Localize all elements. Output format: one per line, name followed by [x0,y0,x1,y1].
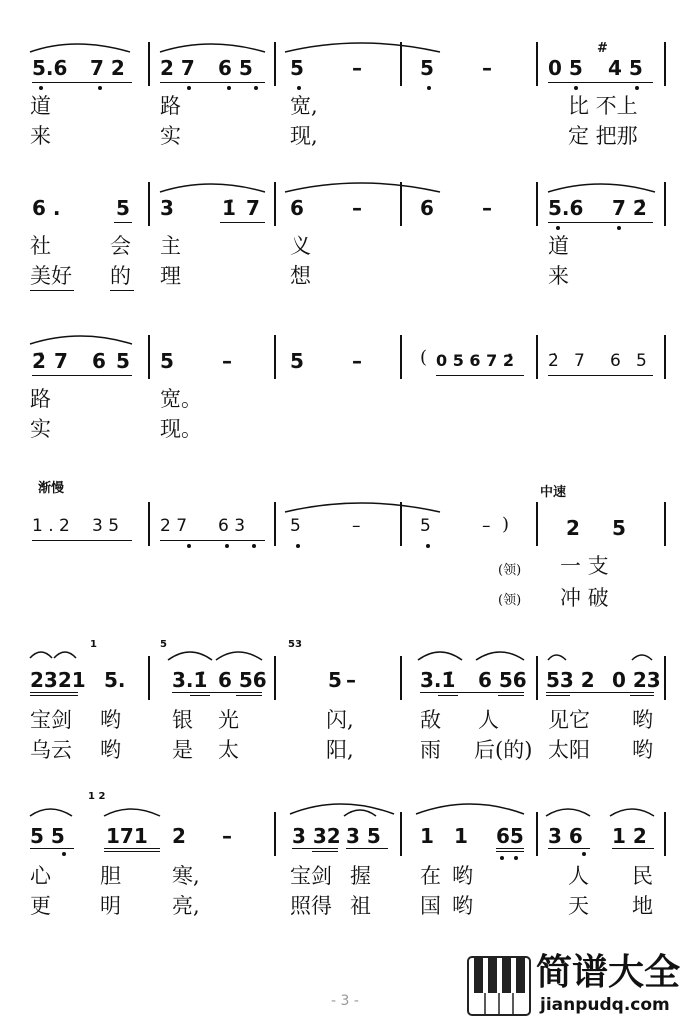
underline [172,692,262,693]
underline [436,375,524,376]
lyric: 胆 [100,864,121,888]
underline [346,848,388,849]
logo-title: 简谱大全 [536,952,681,993]
barline [274,502,276,546]
dash: – [482,56,492,80]
lyric: 宽。 [160,387,202,411]
underline [32,540,132,541]
lyric: 银 [172,708,193,732]
low-octave-dot [635,86,639,90]
logo-url: jianpudq.com [540,995,670,1015]
note: 5 [290,349,304,373]
barline [536,502,538,546]
low-octave-dot [187,544,191,548]
barline [148,656,150,700]
barline [536,656,538,700]
dash: – [352,349,362,373]
lyric: 敌 [420,708,441,732]
barline [400,656,402,700]
barline [536,42,538,86]
low-octave-dot [574,86,578,90]
underline [30,692,78,693]
sharp-sign: # [597,41,608,56]
note: 5 [328,668,342,692]
note: 6 5 [218,56,253,80]
note: 6 [290,196,304,220]
low-octave-dot [39,86,43,90]
barline [274,335,276,379]
lyric: 亮, [172,894,200,918]
low-octave-dot [187,86,191,90]
lyric: 哟 [632,708,653,732]
note: 2̇ [32,349,46,373]
note: 65 [496,824,524,848]
lyric: 定 把那 [568,124,638,148]
lyric: 照得 [290,894,332,918]
note: 7 [246,196,260,220]
lyric: 宽, [290,94,318,118]
barline [274,42,276,86]
low-octave-dot [427,86,431,90]
barline [400,42,402,86]
barline [536,182,538,226]
underline [548,848,590,849]
note: 3.1̇ [420,668,456,692]
underline [32,82,132,83]
underline [160,540,265,541]
barline [274,182,276,226]
underline [546,695,570,696]
piano-keys-icon [466,953,534,1019]
note: 2̇ [548,351,559,371]
lyric: 见它 [548,708,590,732]
low-octave-dot [297,86,301,90]
dash: – [482,516,491,536]
lyric: 比 不上 [568,94,638,118]
note: 3 [160,196,174,220]
lyric: 天 [568,894,589,918]
underline [32,375,132,376]
note: 6 3 [218,516,246,536]
site-logo [466,953,688,1019]
lyric: 道 [30,94,51,118]
low-octave-dot [227,86,231,90]
lyric: 实 [30,417,51,441]
note: 5 [420,56,434,80]
note: 0 5 6 7 2̇ [436,351,514,370]
note: 2 [566,516,580,540]
lyric: 太 [218,738,239,762]
lyric: 更 [30,894,51,918]
lyric: 实 [160,124,181,148]
lyric: 哟 [100,708,121,732]
barline [664,335,666,379]
low-octave-dot [296,544,300,548]
note: 1 . 2 [32,516,70,536]
note: 7 [54,349,68,373]
lyric: 乌云 [30,738,72,762]
underline [420,692,524,693]
note: 3.1̇ [172,668,208,692]
barline [664,182,666,226]
note: 5 [116,196,130,220]
note: 5 5 [30,824,65,848]
barline [148,182,150,226]
note: 1 2 [612,824,647,848]
underline [312,851,338,852]
lyric-role-marker: (领) [498,563,522,578]
lyric: 美好 [30,264,72,288]
note: 5 [636,351,647,371]
lyric: 社 [30,234,51,258]
tempo-marking: 中速 [540,485,567,500]
low-octave-dot [500,856,504,860]
note: 2 7 [160,56,195,80]
note: 1̇ [222,196,236,220]
underline [190,695,210,696]
tempo-marking: 渐慢 [38,481,65,496]
grace-note: 1 [90,639,97,650]
note: 2 7 [160,516,188,536]
page-number: - 3 - [331,993,359,1009]
note: 2 [172,824,186,848]
note: 5. [104,668,126,692]
lyric: 太阳 [548,738,590,762]
lyric: 一 支 [560,554,609,578]
barline [400,812,402,856]
note: 5 [290,56,304,80]
note: 2321 [30,668,86,692]
barline [274,656,276,700]
lyric: 明 [100,894,121,918]
barline [400,182,402,226]
slur-lines [0,170,690,210]
low-octave-dot [556,226,560,230]
underline [30,290,74,291]
lyric: 宝剑 [30,708,72,732]
note: 171 [106,824,148,848]
dash: – [352,196,362,220]
note: 6 56 [478,668,527,692]
note: 3 5 [92,516,120,536]
note: 7 2̇ [612,196,647,220]
lyric: 人 [478,708,499,732]
low-octave-dot [617,226,621,230]
grace-note: 1 2 [88,791,106,802]
close-paren: ) [502,514,510,535]
underline [30,695,78,696]
underline [30,848,74,849]
grace-note: 5 [160,639,167,650]
lyric: 后(的) [474,738,533,762]
barline [148,502,150,546]
barline [400,502,402,546]
note: 4 5 [608,56,643,80]
lyric: 民 [632,864,653,888]
lyric: 哟 [100,738,121,762]
lyric: 哟 [632,738,653,762]
lyric: 光 [218,708,239,732]
lyric: 闪, [326,708,354,732]
note: 1 [454,824,468,848]
underline [548,222,653,223]
underline [160,82,265,83]
barline [664,502,666,546]
barline [274,812,276,856]
dash: – [352,516,361,536]
lyric: 来 [548,264,569,288]
underline [110,290,134,291]
lyric: 宝剑 [290,864,332,888]
lyric: 是 [172,738,193,762]
low-octave-dot [225,544,229,548]
dash: – [222,824,232,848]
underline [220,222,265,223]
note: 5 [160,349,174,373]
underline [548,82,653,83]
lyric: 道 [548,234,569,258]
slur-lines [0,640,690,670]
underline [438,695,458,696]
lyric: 理 [160,264,181,288]
lyric: 来 [30,124,51,148]
note: 6 [92,349,106,373]
underline [496,851,524,852]
barline [536,335,538,379]
lyric: 路 [160,94,181,118]
low-octave-dot [426,544,430,548]
note: 5.6 [548,196,584,220]
low-octave-dot [582,852,586,856]
note: 0 5 [548,56,583,80]
barline [148,42,150,86]
barline [664,42,666,86]
underline [630,695,654,696]
note: 7 2 [90,56,125,80]
lyric: 寒, [172,864,200,888]
lyric: 主 [160,234,181,258]
lyric: 阳, [326,738,354,762]
lyric: 会 [110,234,131,258]
lyric: 握 [350,864,371,888]
note: 7 [574,351,585,371]
lyric: 现。 [160,417,202,441]
lyric: 义 [290,234,311,258]
barline [664,656,666,700]
note: 3 6 [548,824,583,848]
lyric: 想 [290,264,311,288]
underline [236,695,262,696]
note: 3 32 [292,824,341,848]
open-paren: ( [420,347,428,368]
note: 1 [420,824,434,848]
lyric: 心 [30,864,51,888]
note: 6 [420,196,434,220]
dash: – [482,196,492,220]
note: 6 56 [218,668,267,692]
underline [548,375,653,376]
dash: – [222,349,232,373]
barline [400,335,402,379]
lyric: 哟 [452,864,473,888]
underline [546,692,654,693]
lyric: 哟 [452,894,473,918]
low-octave-dot [62,852,66,856]
lyric: 的 [110,264,131,288]
low-octave-dot [252,544,256,548]
note: 6 . [32,196,61,220]
note: 5 [116,349,130,373]
note: 0 23 [612,668,661,692]
underline [496,848,524,849]
lyric: 地 [632,894,653,918]
underline [612,848,654,849]
lyric: 冲 破 [560,586,609,610]
lyric-role-marker: (领) [498,593,522,608]
underline [104,851,160,852]
lyric: 国 [420,894,441,918]
note: 5 [420,516,431,536]
lyric: 雨 [420,738,441,762]
barline [536,812,538,856]
lyric: 路 [30,387,51,411]
grace-note: 53 [288,639,302,650]
lyric: 在 [420,864,441,888]
barline [148,335,150,379]
note: 6 [610,351,621,371]
note: 53 2 [546,668,595,692]
low-octave-dot [254,86,258,90]
low-octave-dot [98,86,102,90]
underline [292,848,338,849]
note: 5.6 [32,56,68,80]
note: 5 [290,516,301,536]
note: 3 5 [346,824,381,848]
barline [664,812,666,856]
dash: – [346,668,356,692]
lyric: 现, [290,124,318,148]
dash: – [352,56,362,80]
underline [114,222,132,223]
lyric: 祖 [350,894,371,918]
note: 5 [612,516,626,540]
underline [104,848,160,849]
low-octave-dot [514,856,518,860]
underline [498,695,524,696]
lyric: 人 [568,864,589,888]
